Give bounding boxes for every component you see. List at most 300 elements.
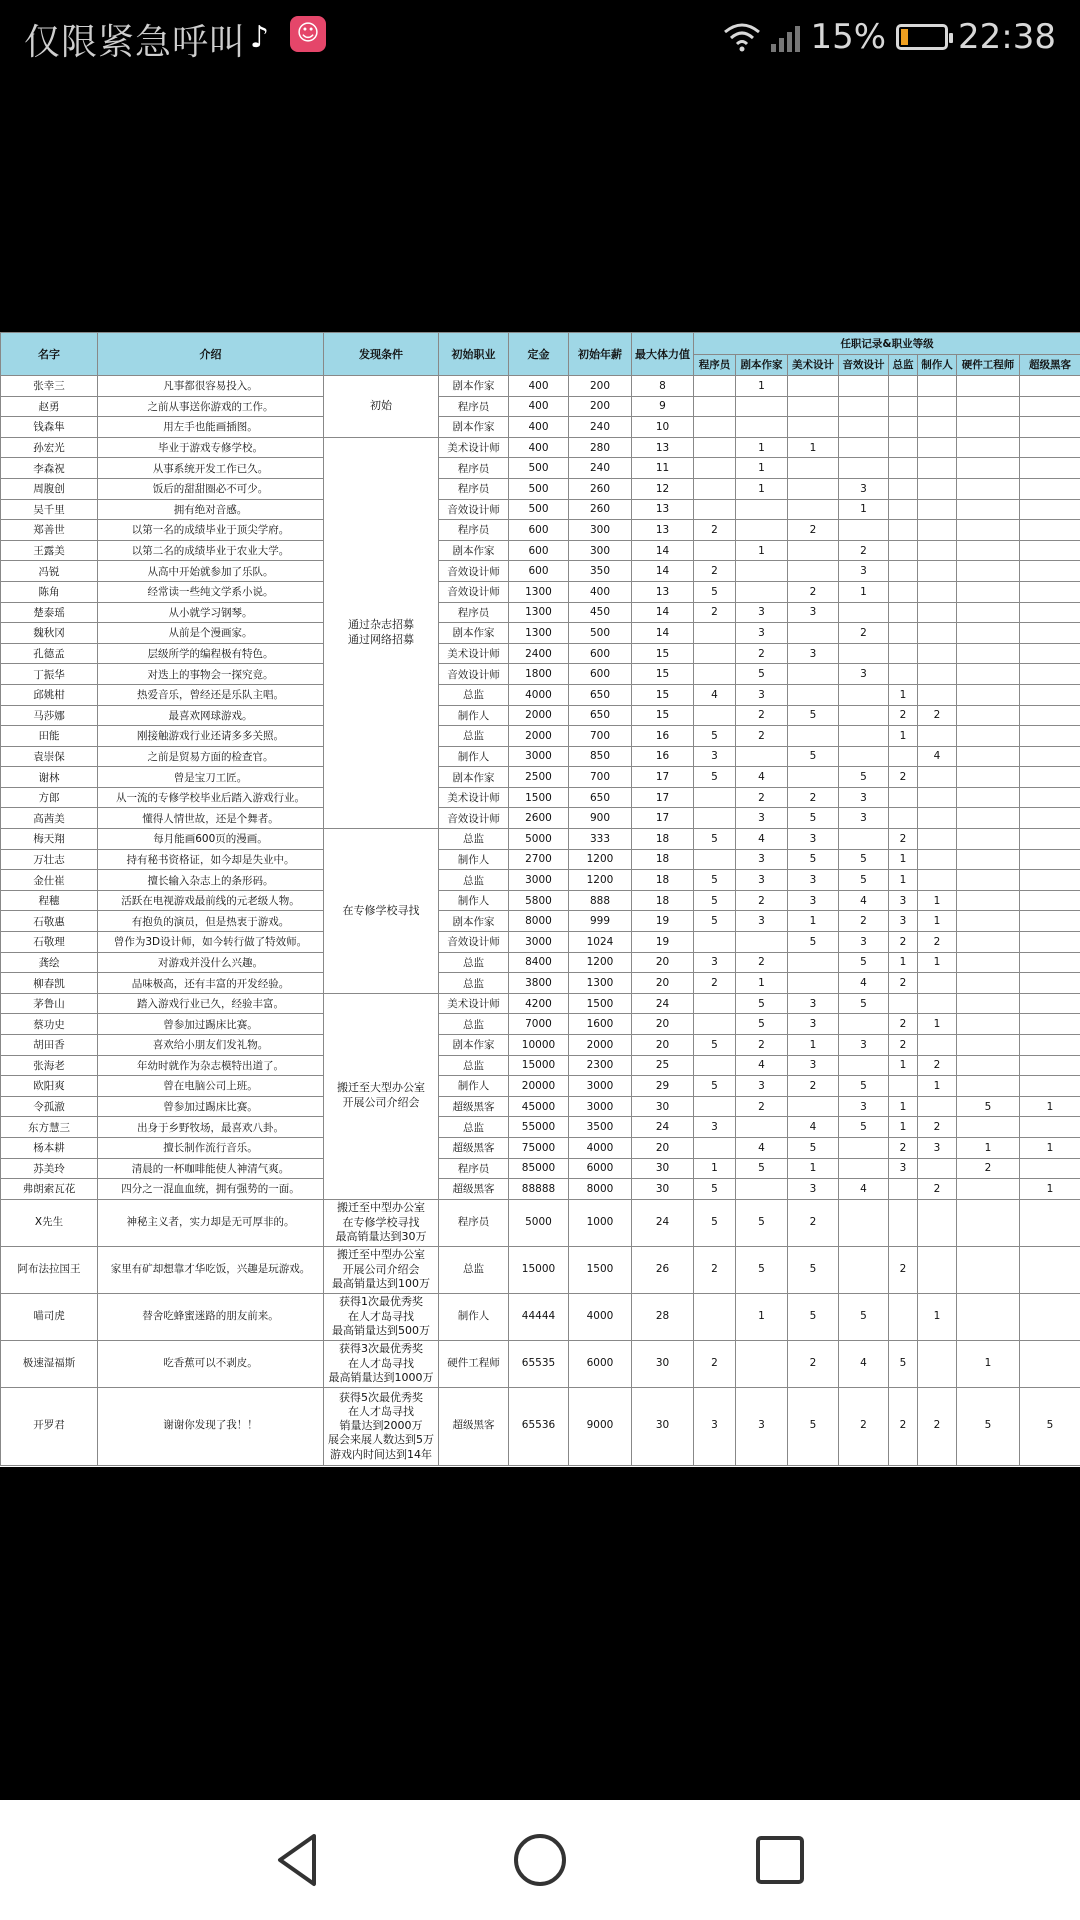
job-cell: 超级黑客 <box>439 1387 509 1465</box>
intro-cell: 家里有矿却想靠才华吃饭，兴趣是玩游戏。 <box>98 1246 324 1293</box>
record-cell <box>957 870 1020 891</box>
record-cell: 2 <box>918 705 957 726</box>
record-cell <box>1020 623 1080 644</box>
salary-cell: 300 <box>569 520 632 541</box>
table-row-special <box>1 1246 1080 1293</box>
record-cell: 2 <box>889 767 918 788</box>
salary-cell: 4000 <box>569 1137 632 1158</box>
record-cell <box>889 808 918 829</box>
stamina-cell: 14 <box>632 623 694 644</box>
record-cell <box>1020 911 1080 932</box>
header-record-1: 剧本作家 <box>736 354 788 376</box>
deposit-cell: 8000 <box>509 911 569 932</box>
record-cell <box>918 581 957 602</box>
record-cell <box>694 376 736 397</box>
record-cell: 1 <box>889 1055 918 1076</box>
record-cell <box>694 1055 736 1076</box>
record-cell: 5 <box>839 767 889 788</box>
salary-cell: 9000 <box>569 1387 632 1465</box>
record-cell <box>957 952 1020 973</box>
salary-cell: 600 <box>569 643 632 664</box>
record-cell <box>957 993 1020 1014</box>
job-cell: 制作人 <box>439 1076 509 1097</box>
job-cell: 超级黑客 <box>439 1096 509 1117</box>
record-cell <box>839 746 889 767</box>
job-cell: 制作人 <box>439 890 509 911</box>
intro-cell: 清晨的一杯咖啡能使人神清气爽。 <box>98 1158 324 1179</box>
deposit-cell: 65536 <box>509 1387 569 1465</box>
record-cell <box>957 437 1020 458</box>
stamina-cell: 26 <box>632 1246 694 1293</box>
record-cell: 5 <box>788 1246 839 1293</box>
record-cell: 1 <box>889 849 918 870</box>
record-cell: 2 <box>839 1387 889 1465</box>
record-cell <box>1020 705 1080 726</box>
intro-cell: 年幼时就作为杂志模特出道了。 <box>98 1055 324 1076</box>
record-cell <box>839 602 889 623</box>
record-cell: 5 <box>736 1158 788 1179</box>
salary-cell: 240 <box>569 458 632 479</box>
record-cell <box>694 499 736 520</box>
record-cell <box>918 870 957 891</box>
name-cell: 梅天翔 <box>1 829 98 850</box>
stamina-cell: 19 <box>632 932 694 953</box>
job-cell: 音效设计师 <box>439 561 509 582</box>
record-cell <box>918 458 957 479</box>
deposit-cell: 4000 <box>509 684 569 705</box>
record-cell <box>1020 870 1080 891</box>
record-cell <box>1020 829 1080 850</box>
record-cell: 2 <box>918 1055 957 1076</box>
intro-cell: 从一流的专修学校毕业后踏入游戏行业。 <box>98 787 324 808</box>
salary-cell: 900 <box>569 808 632 829</box>
record-cell <box>1020 376 1080 397</box>
deposit-cell: 400 <box>509 437 569 458</box>
table-row <box>1 1035 1080 1056</box>
record-cell <box>889 478 918 499</box>
deposit-cell: 8400 <box>509 952 569 973</box>
intro-cell: 以第一名的成绩毕业于顶尖学府。 <box>98 520 324 541</box>
record-cell <box>839 396 889 417</box>
record-cell <box>957 849 1020 870</box>
record-cell: 2 <box>889 829 918 850</box>
record-cell: 1 <box>1020 1137 1080 1158</box>
record-cell: 1 <box>788 911 839 932</box>
salary-cell: 1300 <box>569 973 632 994</box>
record-cell <box>736 1179 788 1200</box>
record-cell: 5 <box>839 870 889 891</box>
deposit-cell: 2400 <box>509 643 569 664</box>
record-cell <box>957 664 1020 685</box>
table-row <box>1 540 1080 561</box>
record-cell: 2 <box>889 1137 918 1158</box>
record-cell <box>1020 684 1080 705</box>
intro-cell: 曾在电脑公司上班。 <box>98 1076 324 1097</box>
record-cell: 1 <box>918 1293 957 1340</box>
deposit-cell: 45000 <box>509 1096 569 1117</box>
record-cell <box>889 417 918 438</box>
job-cell: 音效设计师 <box>439 499 509 520</box>
record-cell: 1 <box>957 1340 1020 1387</box>
job-cell: 程序员 <box>439 1199 509 1246</box>
salary-cell: 700 <box>569 767 632 788</box>
job-cell: 剧本作家 <box>439 417 509 438</box>
record-cell: 2 <box>839 540 889 561</box>
table-row <box>1 726 1080 747</box>
record-cell <box>1020 581 1080 602</box>
name-cell: 金仕崔 <box>1 870 98 891</box>
record-cell <box>1020 664 1080 685</box>
name-cell: 李森祝 <box>1 458 98 479</box>
record-cell <box>957 973 1020 994</box>
record-cell: 2 <box>839 911 889 932</box>
record-cell: 5 <box>694 1199 736 1246</box>
name-cell: 郑善世 <box>1 520 98 541</box>
record-cell <box>957 396 1020 417</box>
record-cell: 3 <box>788 602 839 623</box>
record-cell: 5 <box>736 993 788 1014</box>
record-cell: 1 <box>889 1096 918 1117</box>
job-cell: 程序员 <box>439 396 509 417</box>
condition-line: 通过杂志招募 <box>348 618 414 632</box>
record-cell <box>694 664 736 685</box>
header-stamina: 最大体力值 <box>632 333 694 376</box>
job-cell: 超级黑客 <box>439 1179 509 1200</box>
record-cell: 2 <box>957 1158 1020 1179</box>
header-record-7: 超级黑客 <box>1020 354 1080 376</box>
deposit-cell: 10000 <box>509 1035 569 1056</box>
stamina-cell: 24 <box>632 1117 694 1138</box>
job-cell: 剧本作家 <box>439 911 509 932</box>
record-cell: 4 <box>918 746 957 767</box>
salary-cell: 1500 <box>569 993 632 1014</box>
record-cell <box>1020 787 1080 808</box>
record-cell: 3 <box>736 623 788 644</box>
record-cell: 1 <box>839 581 889 602</box>
record-cell: 5 <box>839 993 889 1014</box>
header-job: 初始职业 <box>439 333 509 376</box>
record-cell <box>957 478 1020 499</box>
recents-square-icon[interactable] <box>750 1830 810 1890</box>
record-cell <box>788 1096 839 1117</box>
stamina-cell: 20 <box>632 973 694 994</box>
record-cell: 2 <box>694 520 736 541</box>
record-cell: 1 <box>736 458 788 479</box>
record-cell <box>957 932 1020 953</box>
intro-cell: 对游戏并没什么兴趣。 <box>98 952 324 973</box>
record-cell: 3 <box>736 849 788 870</box>
stamina-cell: 13 <box>632 499 694 520</box>
condition-line: 开展公司介绍会 <box>342 1262 420 1276</box>
intro-cell: 最喜欢网球游戏。 <box>98 705 324 726</box>
deposit-cell: 3000 <box>509 932 569 953</box>
record-cell <box>839 417 889 438</box>
intro-cell: 四分之一混血血统，拥有强势的一面。 <box>98 1179 324 1200</box>
intro-cell: 层级所学的编程极有特色。 <box>98 643 324 664</box>
record-cell: 3 <box>788 1055 839 1076</box>
record-cell: 1 <box>736 478 788 499</box>
name-cell: 张幸三 <box>1 376 98 397</box>
record-cell: 5 <box>694 581 736 602</box>
intro-cell: 从前是个漫画家。 <box>98 623 324 644</box>
record-cell <box>918 478 957 499</box>
record-cell <box>1020 499 1080 520</box>
stamina-cell: 9 <box>632 396 694 417</box>
table-row <box>1 1055 1080 1076</box>
name-cell: 周腹创 <box>1 478 98 499</box>
job-cell: 总监 <box>439 829 509 850</box>
record-cell: 1 <box>788 437 839 458</box>
salary-cell: 300 <box>569 540 632 561</box>
stamina-cell: 24 <box>632 993 694 1014</box>
deposit-cell: 5000 <box>509 829 569 850</box>
record-cell: 3 <box>839 932 889 953</box>
table-row <box>1 458 1080 479</box>
name-cell: 龚绘 <box>1 952 98 973</box>
record-cell: 1 <box>736 437 788 458</box>
record-cell <box>918 1340 957 1387</box>
battery-percent: 15% <box>810 17 887 57</box>
record-cell: 3 <box>839 787 889 808</box>
emergency-calls-only-label: 仅限紧急呼叫 <box>24 22 247 63</box>
record-cell <box>788 952 839 973</box>
record-cell: 3 <box>788 1014 839 1035</box>
job-cell: 总监 <box>439 1117 509 1138</box>
record-cell <box>839 376 889 397</box>
record-cell: 3 <box>918 1137 957 1158</box>
deposit-cell: 600 <box>509 561 569 582</box>
salary-cell: 260 <box>569 478 632 499</box>
stamina-cell: 29 <box>632 1076 694 1097</box>
name-cell: 张海老 <box>1 1055 98 1076</box>
condition-cell <box>324 1246 439 1293</box>
record-cell <box>694 540 736 561</box>
record-cell: 2 <box>788 581 839 602</box>
intro-cell: 品味极高，还有丰富的开发经验。 <box>98 973 324 994</box>
record-cell: 3 <box>839 808 889 829</box>
record-cell <box>1020 1014 1080 1035</box>
stamina-cell: 16 <box>632 746 694 767</box>
salary-cell: 400 <box>569 581 632 602</box>
record-cell <box>889 520 918 541</box>
record-cell: 2 <box>889 1387 918 1465</box>
record-cell: 2 <box>918 1387 957 1465</box>
record-cell <box>1020 808 1080 829</box>
record-cell <box>889 787 918 808</box>
record-cell <box>1020 561 1080 582</box>
record-cell <box>918 849 957 870</box>
table-row <box>1 808 1080 829</box>
record-cell <box>788 540 839 561</box>
record-cell: 1 <box>918 1076 957 1097</box>
record-cell: 4 <box>736 1137 788 1158</box>
deposit-cell: 1800 <box>509 664 569 685</box>
salary-cell: 6000 <box>569 1340 632 1387</box>
header-salary: 初始年薪 <box>569 333 632 376</box>
record-cell <box>957 623 1020 644</box>
deposit-cell: 55000 <box>509 1117 569 1138</box>
back-triangle-icon[interactable] <box>270 1830 330 1890</box>
name-cell: 弗朗索瓦花 <box>1 1179 98 1200</box>
header-record-group: 任职记录&职业等级 <box>694 333 1080 355</box>
condition-line: 通过网络招募 <box>348 632 414 646</box>
record-cell <box>889 458 918 479</box>
deposit-cell: 7000 <box>509 1014 569 1035</box>
record-cell <box>918 540 957 561</box>
record-cell <box>918 376 957 397</box>
record-cell <box>889 581 918 602</box>
record-cell: 3 <box>736 602 788 623</box>
stamina-cell: 13 <box>632 520 694 541</box>
name-cell: 开罗君 <box>1 1387 98 1465</box>
record-cell <box>957 1055 1020 1076</box>
deposit-cell: 400 <box>509 376 569 397</box>
record-cell <box>788 623 839 644</box>
record-cell: 3 <box>736 911 788 932</box>
record-cell <box>694 993 736 1014</box>
record-cell <box>957 767 1020 788</box>
condition-line: 在人才岛寻找 <box>348 1404 414 1418</box>
record-cell <box>1020 1199 1080 1246</box>
job-cell: 制作人 <box>439 746 509 767</box>
record-cell: 3 <box>694 1387 736 1465</box>
job-cell: 制作人 <box>439 849 509 870</box>
home-circle-icon[interactable] <box>510 1830 570 1890</box>
record-cell: 3 <box>694 952 736 973</box>
record-cell: 1 <box>839 499 889 520</box>
record-cell: 5 <box>788 808 839 829</box>
record-cell <box>918 561 957 582</box>
record-cell <box>788 396 839 417</box>
table-row <box>1 602 1080 623</box>
record-cell: 2 <box>736 952 788 973</box>
salary-cell: 600 <box>569 664 632 685</box>
record-cell <box>957 540 1020 561</box>
job-cell: 程序员 <box>439 602 509 623</box>
name-cell: 邱姚柑 <box>1 684 98 705</box>
record-cell: 1 <box>736 376 788 397</box>
record-cell: 1 <box>889 1117 918 1138</box>
record-cell: 3 <box>839 478 889 499</box>
name-cell: 杨本耕 <box>1 1137 98 1158</box>
record-cell <box>918 767 957 788</box>
record-cell: 2 <box>788 1199 839 1246</box>
condition-line: 最高销量达到500万 <box>332 1323 430 1337</box>
record-cell: 2 <box>736 1035 788 1056</box>
record-cell: 5 <box>839 1293 889 1340</box>
salary-cell: 1200 <box>569 849 632 870</box>
table-row <box>1 932 1080 953</box>
salary-cell: 500 <box>569 623 632 644</box>
salary-cell: 999 <box>569 911 632 932</box>
name-cell: 魏秋冈 <box>1 623 98 644</box>
intro-cell: 用左手也能画插图。 <box>98 417 324 438</box>
record-cell: 5 <box>839 1117 889 1138</box>
job-cell: 音效设计师 <box>439 664 509 685</box>
record-cell <box>788 767 839 788</box>
deposit-cell: 5000 <box>509 1199 569 1246</box>
record-cell <box>957 890 1020 911</box>
intro-cell: 喜欢给小朋友们发礼物。 <box>98 1035 324 1056</box>
record-cell <box>957 1293 1020 1340</box>
salary-cell: 450 <box>569 602 632 623</box>
intro-cell: 吃香蕉可以不剥皮。 <box>98 1340 324 1387</box>
record-cell <box>736 932 788 953</box>
record-cell <box>957 1014 1020 1035</box>
salary-cell: 2000 <box>569 1035 632 1056</box>
record-cell <box>1020 1055 1080 1076</box>
record-cell <box>736 417 788 438</box>
record-cell <box>957 561 1020 582</box>
record-cell: 2 <box>694 602 736 623</box>
record-cell: 1 <box>694 1158 736 1179</box>
table-row <box>1 849 1080 870</box>
table-row <box>1 437 1080 458</box>
record-cell: 2 <box>694 561 736 582</box>
record-cell <box>918 684 957 705</box>
job-cell: 总监 <box>439 1014 509 1035</box>
name-cell: 陈角 <box>1 581 98 602</box>
intro-cell: 神秘主义者，实力却是无可厚非的。 <box>98 1199 324 1246</box>
deposit-cell: 2700 <box>509 849 569 870</box>
record-cell <box>839 829 889 850</box>
battery-icon <box>896 24 948 50</box>
record-cell <box>1020 458 1080 479</box>
salary-cell: 200 <box>569 396 632 417</box>
salary-cell: 1000 <box>569 1199 632 1246</box>
job-cell: 总监 <box>439 952 509 973</box>
record-cell: 5 <box>1020 1387 1080 1465</box>
record-cell: 5 <box>788 1293 839 1340</box>
record-cell <box>1020 1246 1080 1293</box>
record-cell <box>918 829 957 850</box>
name-cell: 袁崇保 <box>1 746 98 767</box>
record-cell <box>957 581 1020 602</box>
table-row <box>1 746 1080 767</box>
record-cell: 2 <box>889 705 918 726</box>
navigation-bar <box>0 1800 1080 1920</box>
stamina-cell: 17 <box>632 808 694 829</box>
record-cell: 1 <box>736 1293 788 1340</box>
record-cell: 3 <box>889 911 918 932</box>
record-cell: 2 <box>736 726 788 747</box>
deposit-cell: 3000 <box>509 746 569 767</box>
record-cell <box>839 437 889 458</box>
name-cell: 方郎 <box>1 787 98 808</box>
record-cell: 1 <box>1020 1179 1080 1200</box>
record-cell <box>694 417 736 438</box>
record-cell: 5 <box>736 1014 788 1035</box>
name-cell: 胡田香 <box>1 1035 98 1056</box>
record-cell <box>694 396 736 417</box>
record-cell <box>839 726 889 747</box>
record-cell <box>957 746 1020 767</box>
record-cell: 5 <box>736 664 788 685</box>
table-row-special <box>1 1340 1080 1387</box>
record-cell <box>918 623 957 644</box>
record-cell <box>694 1014 736 1035</box>
salary-cell: 280 <box>569 437 632 458</box>
salary-cell: 650 <box>569 787 632 808</box>
record-cell <box>788 664 839 685</box>
table-row-special <box>1 1387 1080 1465</box>
record-cell <box>918 417 957 438</box>
record-cell: 2 <box>736 643 788 664</box>
record-cell: 1 <box>957 1137 1020 1158</box>
condition-cell <box>324 1340 439 1387</box>
record-cell <box>918 643 957 664</box>
record-cell: 2 <box>694 1340 736 1387</box>
